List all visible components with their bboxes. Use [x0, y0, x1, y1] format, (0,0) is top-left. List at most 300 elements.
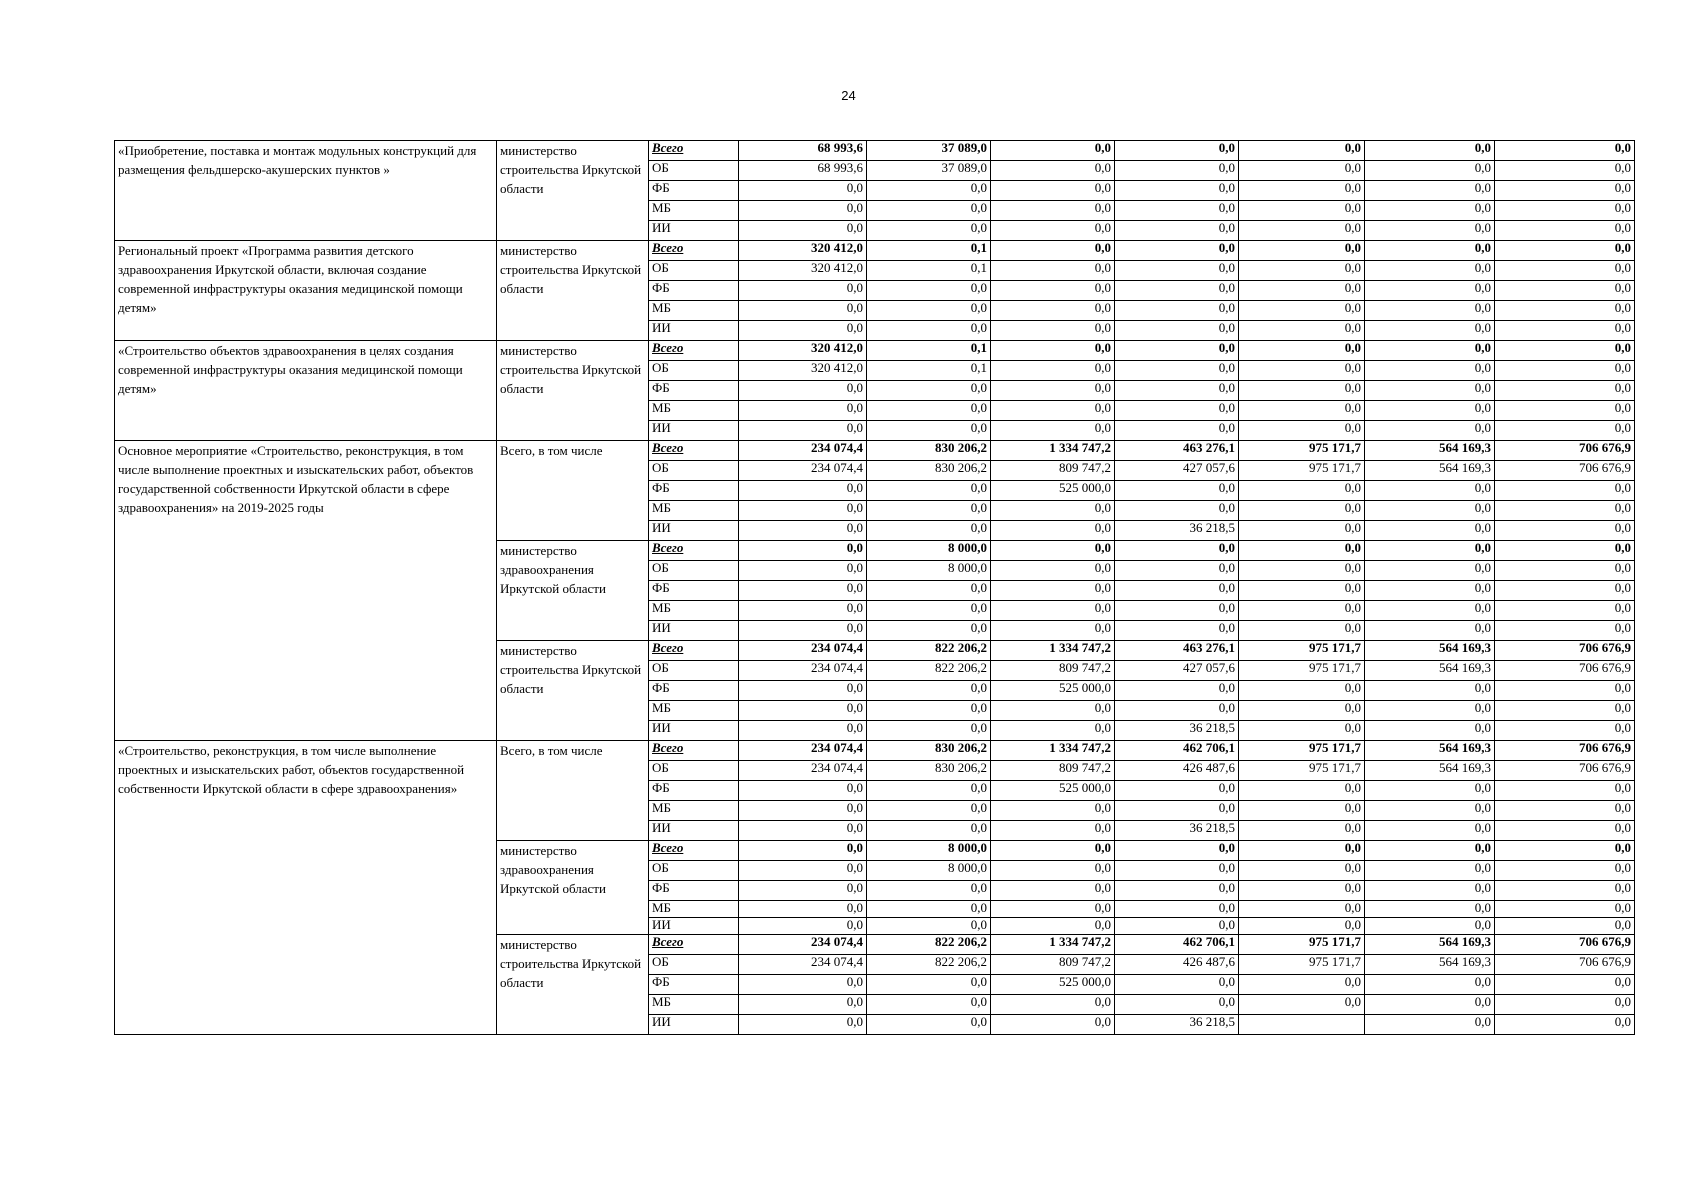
amount-cell: 426 487,6	[1115, 761, 1239, 781]
amount-cell: 0,0	[991, 521, 1115, 541]
amount-cell: 0,0	[991, 881, 1115, 901]
funding-source-cell: МБ	[649, 601, 739, 621]
funding-source-cell: ОБ	[649, 161, 739, 181]
amount-cell: 0,0	[1495, 141, 1635, 161]
amount-cell: 0,0	[1115, 995, 1239, 1015]
amount-cell: 0,0	[867, 601, 991, 621]
amount-cell: 0,0	[1239, 381, 1365, 401]
amount-cell: 234 074,4	[739, 461, 867, 481]
amount-cell: 564 169,3	[1365, 441, 1495, 461]
amount-cell: 0,0	[1495, 681, 1635, 701]
page-number: 24	[841, 88, 856, 103]
amount-cell: 830 206,2	[867, 461, 991, 481]
amount-cell: 0,0	[1365, 601, 1495, 621]
funding-source-cell: МБ	[649, 401, 739, 421]
amount-cell: 0,0	[1239, 401, 1365, 421]
amount-cell: 0,0	[1115, 341, 1239, 361]
amount-cell: 0,0	[1115, 861, 1239, 881]
amount-cell: 830 206,2	[867, 441, 991, 461]
amount-cell: 0,0	[991, 301, 1115, 321]
amount-cell: 0,0	[1239, 161, 1365, 181]
amount-cell: 0,0	[1115, 901, 1239, 918]
amount-cell: 0,0	[991, 501, 1115, 521]
amount-cell: 0,0	[739, 201, 867, 221]
amount-cell: 0,0	[867, 701, 991, 721]
amount-cell: 0,0	[1365, 221, 1495, 241]
amount-cell: 68 993,6	[739, 141, 867, 161]
amount-cell: 0,0	[739, 801, 867, 821]
amount-cell: 0,0	[867, 975, 991, 995]
amount-cell: 0,0	[1495, 621, 1635, 641]
amount-cell: 0,0	[867, 901, 991, 918]
amount-cell: 0,0	[739, 918, 867, 935]
amount-cell: 0,0	[1115, 321, 1239, 341]
amount-cell: 0,0	[1239, 621, 1365, 641]
responsible-cell: министерство здравоохранения Иркутской области	[497, 841, 649, 935]
amount-cell: 0,0	[991, 421, 1115, 441]
amount-cell: 0,0	[739, 901, 867, 918]
amount-cell: 0,0	[1239, 361, 1365, 381]
funding-source-cell: ИИ	[649, 621, 739, 641]
amount-cell: 0,0	[867, 481, 991, 501]
funding-source-cell: ОБ	[649, 761, 739, 781]
amount-cell: 234 074,4	[739, 441, 867, 461]
funding-source-cell: ФБ	[649, 881, 739, 901]
responsible-cell: министерство строительства Иркутской области	[497, 341, 649, 441]
funding-source-cell: ФБ	[649, 281, 739, 301]
funding-source-cell: Всего	[649, 641, 739, 661]
amount-cell: 0,0	[739, 581, 867, 601]
amount-cell: 0,0	[1365, 821, 1495, 841]
funding-source-cell: МБ	[649, 995, 739, 1015]
amount-cell: 0,0	[1115, 881, 1239, 901]
amount-cell: 975 171,7	[1239, 741, 1365, 761]
amount-cell: 0,0	[1115, 561, 1239, 581]
amount-cell: 0,0	[1239, 841, 1365, 861]
amount-cell: 0,0	[1495, 581, 1635, 601]
amount-cell: 0,0	[1239, 481, 1365, 501]
amount-cell: 0,0	[1495, 995, 1635, 1015]
amount-cell: 0,0	[1365, 995, 1495, 1015]
amount-cell: 0,0	[739, 781, 867, 801]
amount-cell: 0,0	[991, 841, 1115, 861]
amount-cell: 564 169,3	[1365, 955, 1495, 975]
amount-cell: 0,0	[991, 161, 1115, 181]
responsible-cell: министерство здравоохранения Иркутской области	[497, 541, 649, 641]
funding-source-cell: ФБ	[649, 381, 739, 401]
funding-source-cell: ИИ	[649, 221, 739, 241]
amount-cell: 0,0	[1239, 221, 1365, 241]
amount-cell: 0,0	[1239, 721, 1365, 741]
amount-cell: 0,0	[1115, 581, 1239, 601]
amount-cell: 0,0	[1239, 521, 1365, 541]
amount-cell: 0,0	[1365, 141, 1495, 161]
amount-cell: 0,0	[1239, 881, 1365, 901]
amount-cell: 0,0	[739, 321, 867, 341]
amount-cell: 234 074,4	[739, 761, 867, 781]
amount-cell: 0,0	[1365, 321, 1495, 341]
amount-cell: 0,0	[991, 561, 1115, 581]
amount-cell: 0,0	[1495, 401, 1635, 421]
responsible-cell: министерство строительства Иркутской области	[497, 141, 649, 241]
funding-source-cell: ИИ	[649, 918, 739, 935]
amount-cell: 0,0	[991, 821, 1115, 841]
amount-cell: 0,0	[1239, 821, 1365, 841]
funding-source-cell: ИИ	[649, 521, 739, 541]
amount-cell: 822 206,2	[867, 661, 991, 681]
amount-cell: 0,0	[1115, 301, 1239, 321]
amount-cell: 0,0	[1495, 881, 1635, 901]
amount-cell: 0,0	[1239, 918, 1365, 935]
funding-source-cell: ИИ	[649, 421, 739, 441]
amount-cell: 0,0	[1365, 401, 1495, 421]
amount-cell: 525 000,0	[991, 781, 1115, 801]
amount-cell: 0,0	[1239, 321, 1365, 341]
amount-cell: 0,0	[1495, 861, 1635, 881]
amount-cell: 0,0	[867, 821, 991, 841]
amount-cell: 0,0	[1495, 201, 1635, 221]
amount-cell: 0,0	[1365, 521, 1495, 541]
amount-cell: 564 169,3	[1365, 661, 1495, 681]
amount-cell: 0,0	[1365, 841, 1495, 861]
amount-cell: 0,0	[1239, 141, 1365, 161]
amount-cell: 0,0	[1495, 601, 1635, 621]
amount-cell: 0,0	[867, 421, 991, 441]
amount-cell: 1 334 747,2	[991, 641, 1115, 661]
amount-cell: 0,0	[991, 601, 1115, 621]
amount-cell: 0,0	[1495, 1015, 1635, 1035]
funding-source-cell: МБ	[649, 801, 739, 821]
amount-cell: 0,0	[867, 321, 991, 341]
amount-cell: 320 412,0	[739, 341, 867, 361]
amount-cell: 0,0	[739, 601, 867, 621]
amount-cell: 0,0	[739, 281, 867, 301]
funding-source-cell: Всего	[649, 741, 739, 761]
amount-cell: 0,0	[739, 421, 867, 441]
amount-cell: 0,0	[739, 995, 867, 1015]
amount-cell: 0,0	[1115, 701, 1239, 721]
event-name-cell: Региональный проект «Программа развития детского здравоохранения Иркутской области, включая создание современной инфраструктуры оказания медицинской помощи детям»	[115, 241, 497, 341]
amount-cell: 0,0	[739, 621, 867, 641]
responsible-cell: Всего, в том числе	[497, 441, 649, 541]
amount-cell: 0,0	[1365, 281, 1495, 301]
funding-source-cell: МБ	[649, 201, 739, 221]
amount-cell: 0,0	[991, 381, 1115, 401]
amount-cell: 975 171,7	[1239, 441, 1365, 461]
amount-cell: 0,0	[1365, 481, 1495, 501]
amount-cell: 0,0	[1239, 701, 1365, 721]
amount-cell: 0,0	[991, 1015, 1115, 1035]
amount-cell: 0,0	[739, 841, 867, 861]
amount-cell: 0,0	[1495, 481, 1635, 501]
funding-source-cell: ОБ	[649, 661, 739, 681]
amount-cell: 1 334 747,2	[991, 441, 1115, 461]
amount-cell: 234 074,4	[739, 955, 867, 975]
amount-cell: 0,0	[991, 995, 1115, 1015]
amount-cell: 0,0	[1495, 341, 1635, 361]
amount-cell: 1 334 747,2	[991, 935, 1115, 955]
amount-cell: 0,0	[1115, 141, 1239, 161]
funding-source-cell: Всего	[649, 341, 739, 361]
amount-cell: 0,0	[1365, 501, 1495, 521]
amount-cell: 1 334 747,2	[991, 741, 1115, 761]
amount-cell: 0,0	[1495, 541, 1635, 561]
amount-cell: 0,0	[1115, 281, 1239, 301]
amount-cell: 975 171,7	[1239, 461, 1365, 481]
amount-cell: 0,1	[867, 361, 991, 381]
funding-source-cell: ОБ	[649, 955, 739, 975]
amount-cell: 0,0	[739, 301, 867, 321]
amount-cell: 462 706,1	[1115, 935, 1239, 955]
amount-cell: 0,0	[739, 521, 867, 541]
amount-cell: 8 000,0	[867, 561, 991, 581]
funding-source-cell: ИИ	[649, 1015, 739, 1035]
amount-cell: 0,0	[1365, 261, 1495, 281]
event-name-cell: «Строительство объектов здравоохранения в целях создания современной инфраструктуры оказания медицинской помощи детям»	[115, 341, 497, 441]
amount-cell: 0,0	[991, 721, 1115, 741]
amount-cell: 0,0	[1115, 601, 1239, 621]
amount-cell: 36 218,5	[1115, 521, 1239, 541]
amount-cell: 0,0	[991, 321, 1115, 341]
amount-cell: 706 676,9	[1495, 661, 1635, 681]
amount-cell: 0,0	[1365, 1015, 1495, 1035]
amount-cell: 0,0	[1115, 201, 1239, 221]
amount-cell: 0,0	[1115, 221, 1239, 241]
table-row	[115, 741, 1635, 761]
funding-source-cell: ФБ	[649, 481, 739, 501]
amount-cell: 0,0	[1365, 361, 1495, 381]
amount-cell: 0,0	[1239, 781, 1365, 801]
amount-cell: 0,0	[739, 821, 867, 841]
funding-source-cell: МБ	[649, 901, 739, 918]
amount-cell: 320 412,0	[739, 241, 867, 261]
amount-cell: 0,0	[1239, 801, 1365, 821]
amount-cell: 0,0	[867, 221, 991, 241]
amount-cell: 0,0	[1239, 281, 1365, 301]
amount-cell: 975 171,7	[1239, 955, 1365, 975]
amount-cell: 0,0	[1115, 421, 1239, 441]
amount-cell: 0,0	[1239, 341, 1365, 361]
amount-cell: 8 000,0	[867, 841, 991, 861]
amount-cell: 426 487,6	[1115, 955, 1239, 975]
amount-cell: 0,0	[867, 881, 991, 901]
amount-cell: 0,0	[1115, 801, 1239, 821]
amount-cell: 706 676,9	[1495, 441, 1635, 461]
amount-cell: 0,0	[867, 381, 991, 401]
amount-cell: 0,0	[991, 621, 1115, 641]
amount-cell: 0,0	[991, 361, 1115, 381]
amount-cell: 0,0	[1239, 501, 1365, 521]
amount-cell: 0,0	[867, 581, 991, 601]
amount-cell: 0,0	[739, 561, 867, 581]
amount-cell: 706 676,9	[1495, 761, 1635, 781]
funding-source-cell: ФБ	[649, 681, 739, 701]
funding-source-cell: Всего	[649, 541, 739, 561]
budget-table	[114, 140, 1635, 1035]
amount-cell: 0,0	[1495, 261, 1635, 281]
funding-source-cell: Всего	[649, 141, 739, 161]
amount-cell: 0,0	[1495, 561, 1635, 581]
amount-cell: 0,0	[1115, 401, 1239, 421]
amount-cell: 525 000,0	[991, 481, 1115, 501]
amount-cell: 0,0	[1115, 261, 1239, 281]
amount-cell: 0,0	[991, 401, 1115, 421]
amount-cell: 0,0	[1115, 181, 1239, 201]
amount-cell: 0,0	[867, 201, 991, 221]
amount-cell: 0,0	[1115, 681, 1239, 701]
amount-cell: 0,0	[991, 201, 1115, 221]
table-row	[115, 441, 1635, 461]
amount-cell: 0,0	[1365, 341, 1495, 361]
amount-cell: 0,0	[991, 221, 1115, 241]
amount-cell: 0,0	[991, 261, 1115, 281]
amount-cell: 0,0	[1115, 781, 1239, 801]
amount-cell: 0,0	[1239, 301, 1365, 321]
amount-cell: 0,1	[867, 261, 991, 281]
amount-cell: 0,0	[991, 918, 1115, 935]
amount-cell: 8 000,0	[867, 861, 991, 881]
amount-cell: 0,0	[1365, 161, 1495, 181]
amount-cell: 0,0	[1239, 261, 1365, 281]
amount-cell: 0,0	[1365, 301, 1495, 321]
amount-cell: 0,0	[1115, 975, 1239, 995]
amount-cell: 0,0	[1239, 421, 1365, 441]
amount-cell: 0,0	[991, 241, 1115, 261]
amount-cell: 706 676,9	[1495, 955, 1635, 975]
amount-cell: 830 206,2	[867, 761, 991, 781]
responsible-cell: министерство строительства Иркутской области	[497, 935, 649, 1035]
amount-cell: 0,0	[1115, 241, 1239, 261]
amount-cell: 0,0	[739, 701, 867, 721]
amount-cell: 0,0	[867, 501, 991, 521]
amount-cell: 0,0	[867, 521, 991, 541]
amount-cell: 0,0	[1495, 975, 1635, 995]
amount-cell: 0,0	[1495, 301, 1635, 321]
amount-cell: 0,0	[1115, 361, 1239, 381]
amount-cell	[1239, 1015, 1365, 1035]
amount-cell: 0,0	[1365, 181, 1495, 201]
amount-cell: 0,0	[867, 621, 991, 641]
amount-cell: 0,0	[1239, 861, 1365, 881]
funding-source-cell: МБ	[649, 701, 739, 721]
amount-cell: 0,0	[867, 721, 991, 741]
amount-cell: 0,0	[1365, 201, 1495, 221]
amount-cell: 0,0	[1115, 541, 1239, 561]
funding-source-cell: МБ	[649, 501, 739, 521]
amount-cell: 0,0	[1365, 561, 1495, 581]
amount-cell: 36 218,5	[1115, 1015, 1239, 1035]
funding-source-cell: ОБ	[649, 861, 739, 881]
amount-cell: 0,0	[1495, 161, 1635, 181]
amount-cell: 0,0	[1239, 561, 1365, 581]
amount-cell: 0,0	[1115, 501, 1239, 521]
amount-cell: 0,0	[739, 501, 867, 521]
amount-cell: 0,0	[1495, 918, 1635, 935]
amount-cell: 234 074,4	[739, 641, 867, 661]
amount-cell: 0,0	[991, 181, 1115, 201]
funding-source-cell: ФБ	[649, 581, 739, 601]
amount-cell: 68 993,6	[739, 161, 867, 181]
amount-cell: 0,0	[867, 301, 991, 321]
amount-cell: 975 171,7	[1239, 761, 1365, 781]
amount-cell: 0,0	[1495, 421, 1635, 441]
amount-cell: 809 747,2	[991, 661, 1115, 681]
funding-source-cell: МБ	[649, 301, 739, 321]
funding-source-cell: ИИ	[649, 721, 739, 741]
amount-cell: 0,0	[991, 861, 1115, 881]
amount-cell: 822 206,2	[867, 641, 991, 661]
amount-cell: 0,0	[1239, 681, 1365, 701]
amount-cell: 0,0	[1495, 181, 1635, 201]
responsible-cell: министерство строительства Иркутской области	[497, 241, 649, 341]
amount-cell: 0,0	[1239, 975, 1365, 995]
amount-cell: 0,0	[1365, 861, 1495, 881]
amount-cell: 0,0	[1365, 581, 1495, 601]
amount-cell: 0,0	[1495, 701, 1635, 721]
amount-cell: 0,0	[1239, 201, 1365, 221]
amount-cell: 0,0	[739, 181, 867, 201]
amount-cell: 706 676,9	[1495, 461, 1635, 481]
amount-cell: 975 171,7	[1239, 935, 1365, 955]
amount-cell: 0,0	[1239, 601, 1365, 621]
funding-source-cell: ОБ	[649, 561, 739, 581]
amount-cell: 0,0	[1495, 281, 1635, 301]
amount-cell: 0,0	[991, 701, 1115, 721]
amount-cell: 706 676,9	[1495, 641, 1635, 661]
amount-cell: 0,0	[1239, 541, 1365, 561]
amount-cell: 525 000,0	[991, 681, 1115, 701]
amount-cell: 427 057,6	[1115, 661, 1239, 681]
amount-cell: 462 706,1	[1115, 741, 1239, 761]
amount-cell: 0,0	[1495, 241, 1635, 261]
event-name-cell: Основное мероприятие «Строительство, реконструкция, в том числе выполнение проектных и изыскательских работ, объектов государственной собственности Иркутской области в сфере здравоохранения» на 2019-2025 годы	[115, 441, 497, 741]
amount-cell: 564 169,3	[1365, 761, 1495, 781]
amount-cell: 0,0	[1239, 995, 1365, 1015]
amount-cell: 0,0	[1365, 621, 1495, 641]
amount-cell: 0,0	[867, 681, 991, 701]
amount-cell: 0,0	[739, 401, 867, 421]
amount-cell: 0,0	[739, 541, 867, 561]
amount-cell: 0,0	[1365, 701, 1495, 721]
amount-cell: 463 276,1	[1115, 441, 1239, 461]
amount-cell: 0,0	[1495, 781, 1635, 801]
amount-cell: 0,0	[739, 681, 867, 701]
amount-cell: 564 169,3	[1365, 741, 1495, 761]
funding-source-cell: ОБ	[649, 461, 739, 481]
amount-cell: 0,0	[1365, 381, 1495, 401]
amount-cell: 564 169,3	[1365, 461, 1495, 481]
amount-cell: 0,0	[1239, 901, 1365, 918]
table-row	[115, 241, 1635, 261]
amount-cell: 0,0	[1365, 721, 1495, 741]
amount-cell: 0,0	[739, 975, 867, 995]
responsible-cell: Всего, в том числе	[497, 741, 649, 841]
amount-cell: 0,0	[739, 481, 867, 501]
amount-cell: 0,0	[991, 801, 1115, 821]
amount-cell: 0,1	[867, 341, 991, 361]
amount-cell: 0,0	[1495, 381, 1635, 401]
amount-cell: 809 747,2	[991, 461, 1115, 481]
amount-cell: 0,0	[867, 181, 991, 201]
event-name-cell: «Строительство, реконструкция, в том числе выполнение проектных и изыскательских работ, объектов государственной собственности Иркутской области в сфере здравоохранения»	[115, 741, 497, 1035]
amount-cell: 0,0	[991, 341, 1115, 361]
amount-cell: 0,0	[1495, 901, 1635, 918]
amount-cell: 0,0	[991, 541, 1115, 561]
amount-cell: 809 747,2	[991, 955, 1115, 975]
funding-source-cell: ФБ	[649, 781, 739, 801]
amount-cell: 0,0	[1365, 901, 1495, 918]
amount-cell: 234 074,4	[739, 661, 867, 681]
